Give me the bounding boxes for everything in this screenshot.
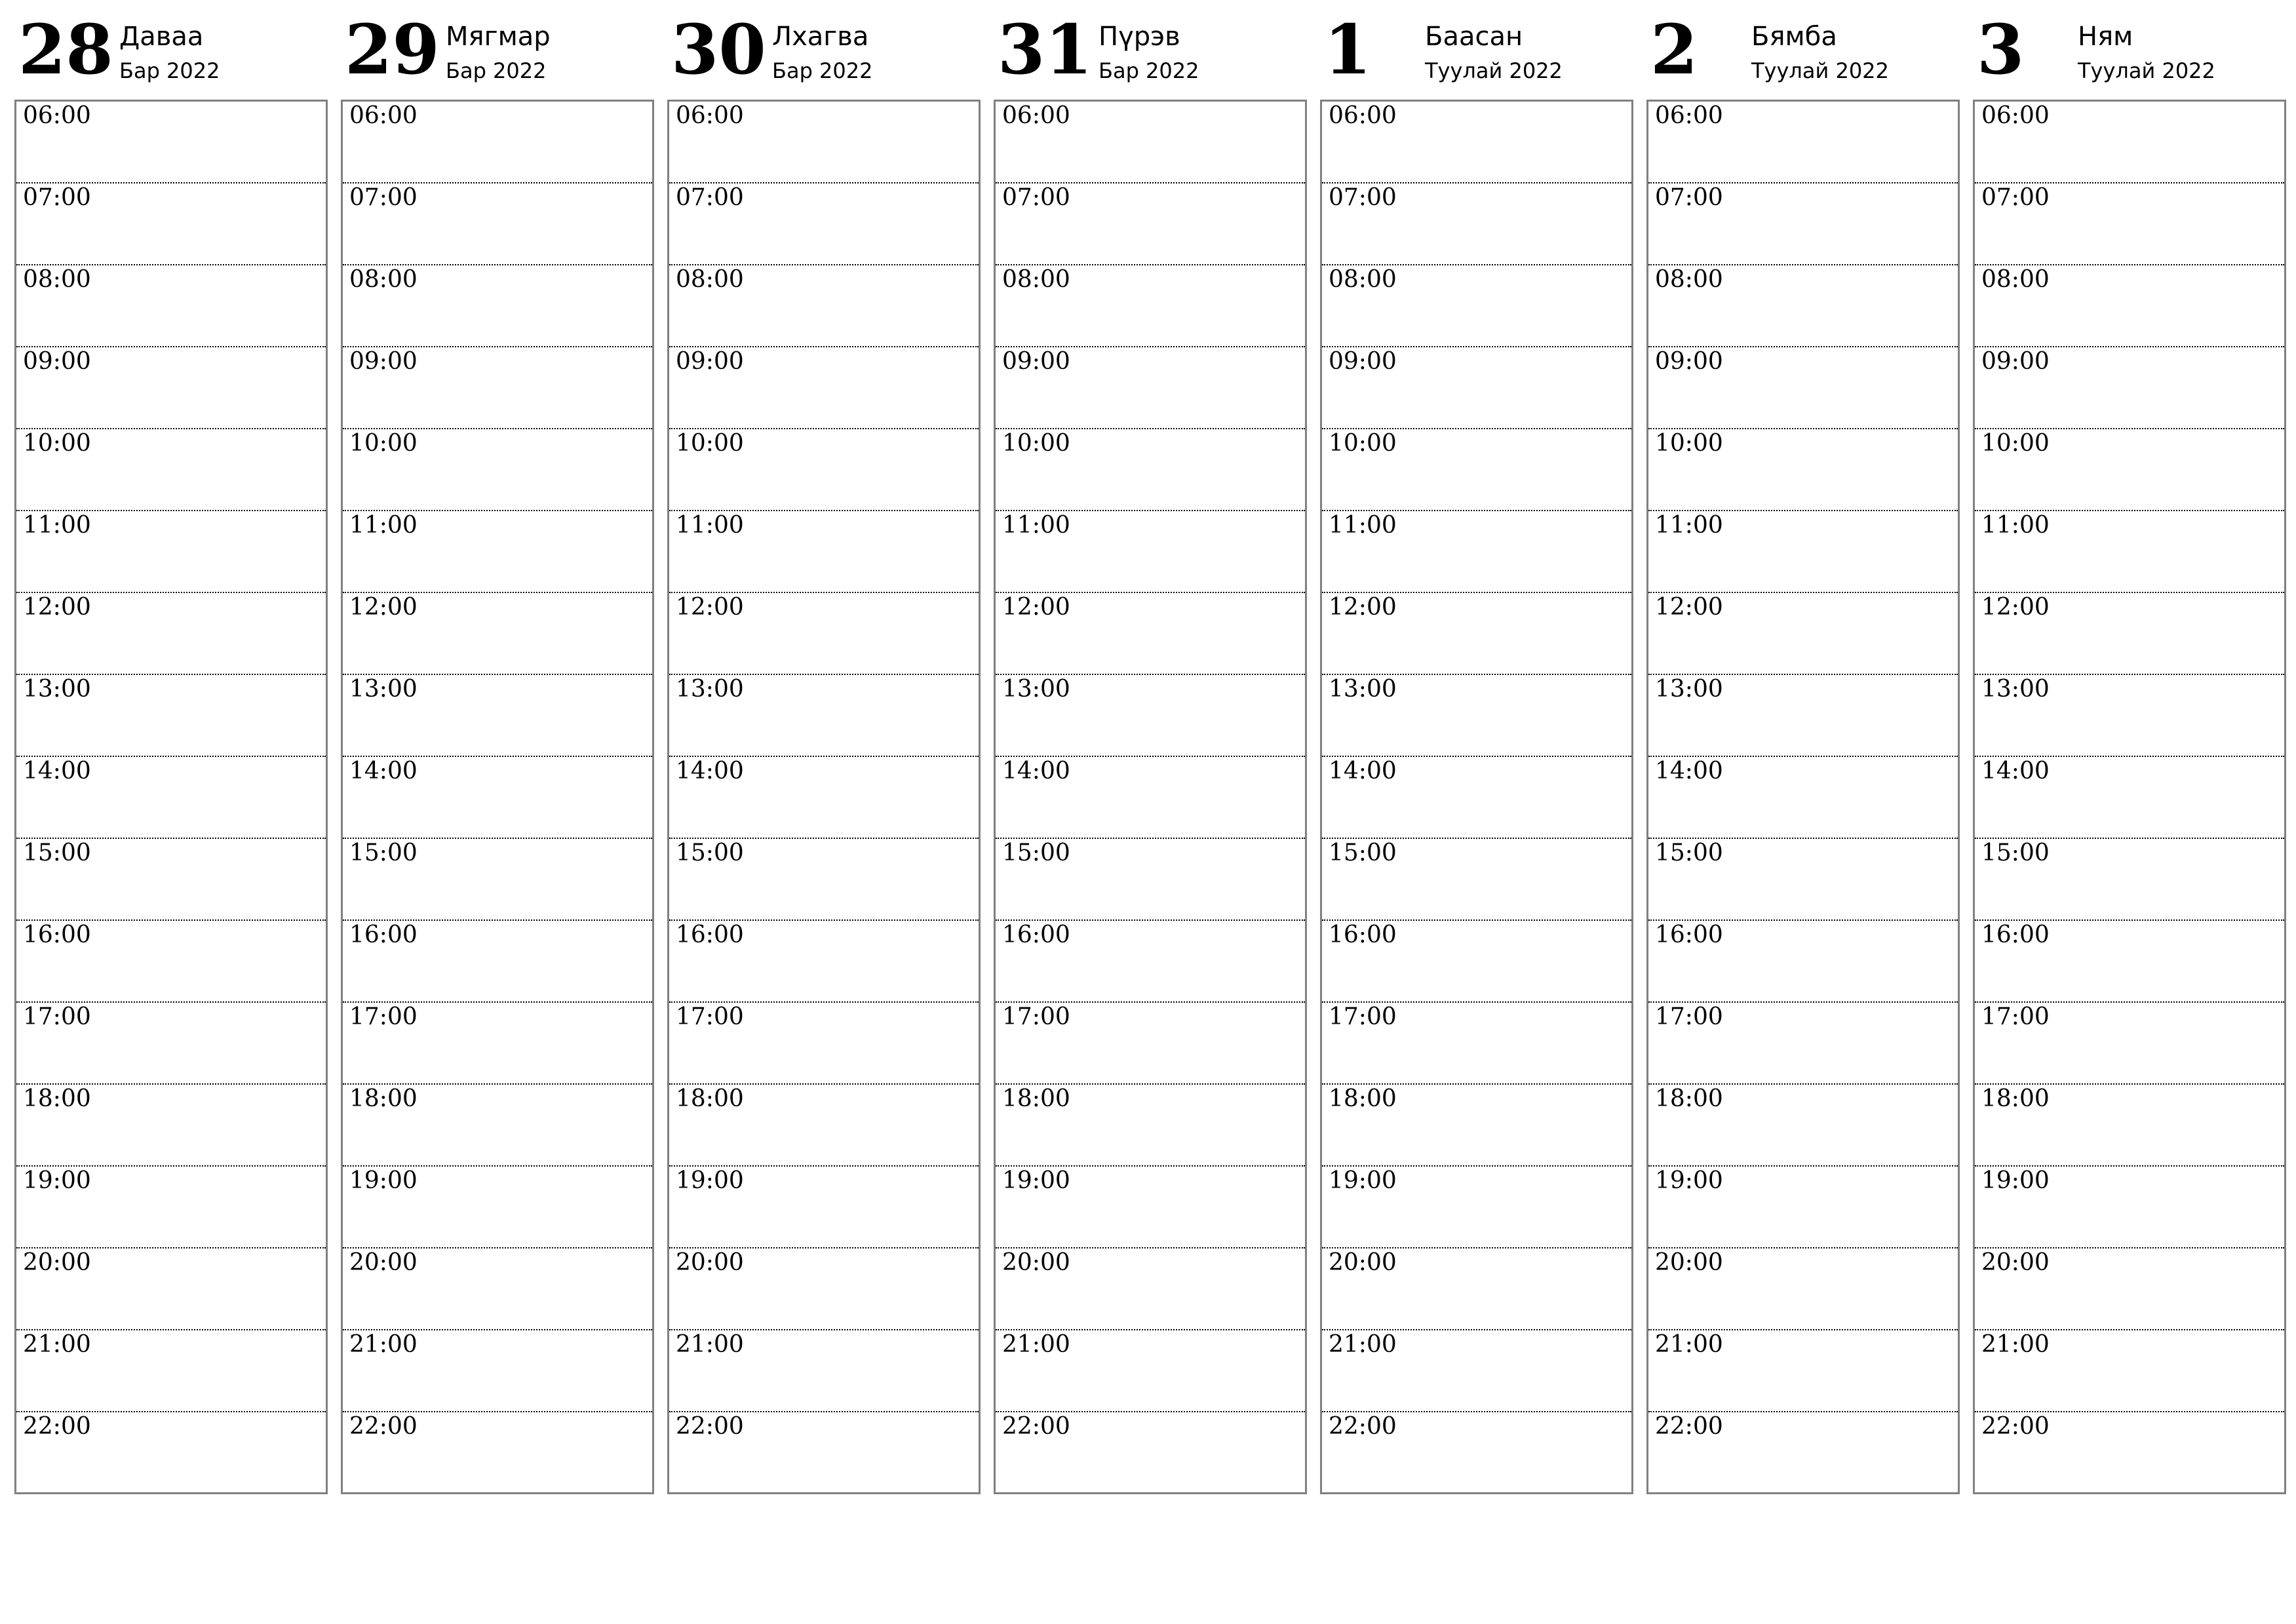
hour-slot[interactable] (1975, 593, 2284, 675)
hour-slot[interactable] (16, 1085, 326, 1167)
hour-label: 14:00 (1655, 758, 1723, 784)
hour-label: 11:00 (1329, 512, 1397, 539)
hour-slot[interactable] (1648, 265, 1958, 347)
hour-slot[interactable] (343, 184, 652, 265)
hour-slot[interactable] (343, 1412, 652, 1494)
hour-label: 07:00 (1329, 184, 1397, 211)
hour-slot[interactable] (1322, 921, 1631, 1003)
hour-label: 19:00 (676, 1167, 744, 1194)
hour-label: 21:00 (1655, 1331, 1723, 1358)
hour-label: 08:00 (1981, 266, 2050, 293)
hour-label: 14:00 (1329, 758, 1397, 784)
hour-slot[interactable] (1322, 1085, 1631, 1167)
day-name: Лхагва (772, 22, 869, 52)
hour-label: 09:00 (1981, 348, 2050, 375)
hour-label: 14:00 (1981, 758, 2050, 784)
month-year: Туулай 2022 (1425, 58, 1563, 83)
hour-label: 21:00 (349, 1331, 418, 1358)
hour-label: 15:00 (1329, 840, 1397, 866)
month-year: Бар 2022 (446, 58, 547, 83)
hour-slot[interactable] (669, 102, 979, 184)
hour-label: 19:00 (1329, 1167, 1397, 1194)
day-number: 29 (345, 9, 440, 90)
hour-label: 22:00 (349, 1413, 418, 1440)
day-name: Бямба (1751, 22, 1837, 52)
hour-label: 09:00 (349, 348, 418, 375)
hour-slot[interactable] (16, 1003, 326, 1085)
hour-slot[interactable] (343, 1167, 652, 1248)
day-number: 3 (1977, 9, 2025, 90)
hour-slot[interactable] (16, 1330, 326, 1412)
hour-label: 17:00 (1981, 1003, 2050, 1030)
hour-slot[interactable] (996, 1167, 1305, 1248)
hour-slot[interactable] (343, 593, 652, 675)
hour-label: 19:00 (1002, 1167, 1070, 1194)
hour-slot[interactable] (996, 347, 1305, 429)
hour-slot[interactable] (669, 1085, 979, 1167)
hour-slot[interactable] (1975, 102, 2284, 184)
hour-slot[interactable] (669, 511, 979, 593)
day-column (1320, 9, 1633, 1494)
month-year: Туулай 2022 (2078, 58, 2215, 83)
hour-label: 07:00 (1002, 184, 1070, 211)
hour-slot[interactable] (16, 1412, 326, 1494)
day-header (667, 9, 981, 100)
day-header (341, 9, 654, 100)
hour-label: 20:00 (23, 1249, 91, 1276)
hour-label: 22:00 (23, 1413, 91, 1440)
hour-slot[interactable] (1648, 102, 1958, 184)
day-column (994, 9, 1307, 1494)
hour-slot[interactable] (343, 1085, 652, 1167)
hour-slot[interactable] (1975, 839, 2284, 921)
hour-slot[interactable] (669, 265, 979, 347)
hour-label: 12:00 (1981, 594, 2050, 621)
hour-label: 16:00 (676, 921, 744, 948)
hour-slot[interactable] (1322, 1248, 1631, 1330)
hour-label: 09:00 (23, 348, 91, 375)
hour-label: 19:00 (1981, 1167, 2050, 1194)
hour-label: 16:00 (1329, 921, 1397, 948)
hour-slot[interactable] (1322, 1167, 1631, 1248)
hour-slot[interactable] (669, 1167, 979, 1248)
hour-slot[interactable] (1322, 593, 1631, 675)
hour-label: 09:00 (1655, 348, 1723, 375)
hour-slot[interactable] (996, 511, 1305, 593)
hour-label: 06:00 (1655, 102, 1723, 129)
day-header (14, 9, 328, 100)
hour-slot[interactable] (669, 184, 979, 265)
hour-label: 16:00 (1981, 921, 2050, 948)
hour-label: 22:00 (1981, 1413, 2050, 1440)
hour-label: 12:00 (1655, 594, 1723, 621)
hours-grid (341, 100, 654, 1494)
hour-label: 06:00 (676, 102, 744, 129)
hour-label: 18:00 (676, 1085, 744, 1112)
hour-label: 21:00 (1981, 1331, 2050, 1358)
hour-label: 13:00 (349, 676, 418, 703)
hour-slot[interactable] (996, 1085, 1305, 1167)
hour-label: 13:00 (1002, 676, 1070, 703)
hour-slot[interactable] (1322, 102, 1631, 184)
hour-slot[interactable] (1322, 347, 1631, 429)
hour-slot[interactable] (1975, 1412, 2284, 1494)
hours-grid (1320, 100, 1633, 1494)
hour-slot[interactable] (1975, 757, 2284, 839)
hour-label: 17:00 (349, 1003, 418, 1030)
hour-slot[interactable] (16, 102, 326, 184)
hour-slot[interactable] (1648, 1085, 1958, 1167)
hour-slot[interactable] (996, 184, 1305, 265)
hour-label: 13:00 (676, 676, 744, 703)
day-column (1646, 9, 1960, 1494)
day-name: Ням (2078, 22, 2133, 52)
hour-slot[interactable] (1648, 429, 1958, 511)
day-header (994, 9, 1307, 100)
hour-label: 17:00 (1002, 1003, 1070, 1030)
hour-label: 10:00 (23, 430, 91, 457)
hour-slot[interactable] (343, 1330, 652, 1412)
hour-label: 12:00 (23, 594, 91, 621)
hour-label: 11:00 (1002, 512, 1070, 539)
hour-slot[interactable] (16, 757, 326, 839)
hour-slot[interactable] (996, 593, 1305, 675)
hour-label: 14:00 (23, 758, 91, 784)
hour-label: 10:00 (1002, 430, 1070, 457)
hour-label: 08:00 (676, 266, 744, 293)
hour-slot[interactable] (1648, 839, 1958, 921)
hour-slot[interactable] (1322, 1330, 1631, 1412)
hour-label: 07:00 (1981, 184, 2050, 211)
day-name: Пүрэв (1099, 22, 1180, 52)
day-column (14, 9, 328, 1494)
hour-slot[interactable] (1322, 675, 1631, 757)
hour-label: 19:00 (23, 1167, 91, 1194)
hour-label: 17:00 (23, 1003, 91, 1030)
hour-label: 08:00 (1329, 266, 1397, 293)
hour-label: 09:00 (676, 348, 744, 375)
hour-label: 21:00 (23, 1331, 91, 1358)
hour-slot[interactable] (669, 1248, 979, 1330)
hour-slot[interactable] (16, 839, 326, 921)
hour-label: 06:00 (349, 102, 418, 129)
hour-label: 06:00 (1002, 102, 1070, 129)
hour-slot[interactable] (669, 1003, 979, 1085)
hour-label: 17:00 (1655, 1003, 1723, 1030)
hour-slot[interactable] (669, 1412, 979, 1494)
hour-slot[interactable] (343, 511, 652, 593)
hour-label: 17:00 (676, 1003, 744, 1030)
hour-slot[interactable] (343, 1003, 652, 1085)
hour-slot[interactable] (1322, 511, 1631, 593)
hour-slot[interactable] (669, 839, 979, 921)
day-header (1973, 9, 2286, 100)
hour-slot[interactable] (1975, 1330, 2284, 1412)
hour-label: 06:00 (1981, 102, 2050, 129)
hour-label: 20:00 (1655, 1249, 1723, 1276)
hour-slot[interactable] (1648, 757, 1958, 839)
hour-slot[interactable] (1648, 1330, 1958, 1412)
hour-slot[interactable] (996, 921, 1305, 1003)
hour-slot[interactable] (669, 429, 979, 511)
day-header (1646, 9, 1960, 100)
hour-slot[interactable] (996, 429, 1305, 511)
hour-slot[interactable] (996, 265, 1305, 347)
hour-slot[interactable] (1648, 1412, 1958, 1494)
hour-slot[interactable] (1322, 184, 1631, 265)
day-column (1973, 9, 2286, 1494)
hour-slot[interactable] (343, 757, 652, 839)
hour-slot[interactable] (16, 347, 326, 429)
hour-slot[interactable] (16, 1248, 326, 1330)
hour-label: 15:00 (23, 840, 91, 866)
day-column (341, 9, 654, 1494)
hour-slot[interactable] (1648, 511, 1958, 593)
hour-label: 19:00 (1655, 1167, 1723, 1194)
hour-label: 13:00 (1655, 676, 1723, 703)
hour-label: 13:00 (1329, 676, 1397, 703)
hour-slot[interactable] (16, 429, 326, 511)
hours-grid (667, 100, 981, 1494)
hour-slot[interactable] (16, 184, 326, 265)
hour-slot[interactable] (1975, 1167, 2284, 1248)
hour-slot[interactable] (1648, 1167, 1958, 1248)
day-name: Мягмар (446, 22, 551, 52)
hour-slot[interactable] (1975, 347, 2284, 429)
hour-label: 15:00 (1655, 840, 1723, 866)
hour-slot[interactable] (1648, 184, 1958, 265)
hour-label: 19:00 (349, 1167, 418, 1194)
hour-slot[interactable] (996, 1248, 1305, 1330)
hour-slot[interactable] (996, 675, 1305, 757)
hour-label: 08:00 (1655, 266, 1723, 293)
month-year: Туулай 2022 (1751, 58, 1889, 83)
hour-label: 08:00 (23, 266, 91, 293)
hour-slot[interactable] (996, 757, 1305, 839)
hour-slot[interactable] (1322, 1412, 1631, 1494)
hours-grid (1646, 100, 1960, 1494)
hour-slot[interactable] (1648, 1248, 1958, 1330)
hour-slot[interactable] (343, 347, 652, 429)
hour-label: 06:00 (1329, 102, 1397, 129)
weekly-planner (14, 9, 2286, 1494)
hour-slot[interactable] (1975, 921, 2284, 1003)
hour-label: 22:00 (676, 1413, 744, 1440)
hours-grid (14, 100, 328, 1494)
hour-slot[interactable] (996, 839, 1305, 921)
hour-label: 10:00 (1329, 430, 1397, 457)
day-name: Даваа (119, 22, 204, 52)
hour-label: 12:00 (1002, 594, 1070, 621)
hours-grid (994, 100, 1307, 1494)
hour-slot[interactable] (1975, 265, 2284, 347)
hour-label: 07:00 (23, 184, 91, 211)
hour-label: 20:00 (1981, 1249, 2050, 1276)
hour-slot[interactable] (16, 593, 326, 675)
hour-label: 17:00 (1329, 1003, 1397, 1030)
month-year: Бар 2022 (119, 58, 220, 83)
hour-label: 11:00 (1655, 512, 1723, 539)
hour-label: 20:00 (1329, 1249, 1397, 1276)
hour-label: 21:00 (1002, 1331, 1070, 1358)
hour-label: 13:00 (1981, 676, 2050, 703)
hour-slot[interactable] (669, 921, 979, 1003)
hour-slot[interactable] (16, 921, 326, 1003)
hour-slot[interactable] (1975, 184, 2284, 265)
hour-slot[interactable] (1648, 347, 1958, 429)
day-number: 30 (671, 9, 766, 90)
hour-label: 18:00 (1329, 1085, 1397, 1112)
hour-label: 07:00 (676, 184, 744, 211)
hour-slot[interactable] (1975, 1248, 2284, 1330)
hour-label: 15:00 (349, 840, 418, 866)
hour-slot[interactable] (343, 675, 652, 757)
hour-label: 15:00 (1002, 840, 1070, 866)
hour-label: 11:00 (1981, 512, 2050, 539)
hour-label: 15:00 (1981, 840, 2050, 866)
hour-label: 11:00 (676, 512, 744, 539)
hour-slot[interactable] (996, 1003, 1305, 1085)
hour-slot[interactable] (1322, 1003, 1631, 1085)
hour-slot[interactable] (996, 1412, 1305, 1494)
hour-slot[interactable] (1322, 429, 1631, 511)
hour-label: 21:00 (676, 1331, 744, 1358)
day-column (667, 9, 981, 1494)
day-number: 1 (1324, 9, 1372, 90)
hour-label: 20:00 (676, 1249, 744, 1276)
day-number: 28 (18, 9, 113, 90)
hour-slot[interactable] (343, 1248, 652, 1330)
hour-label: 20:00 (1002, 1249, 1070, 1276)
hour-label: 09:00 (1002, 348, 1070, 375)
hour-slot[interactable] (343, 921, 652, 1003)
hour-label: 12:00 (349, 594, 418, 621)
hour-label: 16:00 (1002, 921, 1070, 948)
hour-label: 12:00 (1329, 594, 1397, 621)
hour-label: 21:00 (1329, 1331, 1397, 1358)
hour-label: 15:00 (676, 840, 744, 866)
hour-label: 22:00 (1002, 1413, 1070, 1440)
hour-label: 14:00 (349, 758, 418, 784)
hour-slot[interactable] (1975, 511, 2284, 593)
hour-label: 07:00 (349, 184, 418, 211)
hour-label: 22:00 (1655, 1413, 1723, 1440)
month-year: Бар 2022 (1099, 58, 1199, 83)
hour-slot[interactable] (669, 1330, 979, 1412)
hour-slot[interactable] (1975, 675, 2284, 757)
hour-slot[interactable] (343, 102, 652, 184)
hour-label: 07:00 (1655, 184, 1723, 211)
hour-slot[interactable] (1648, 593, 1958, 675)
hour-label: 16:00 (1655, 921, 1723, 948)
hour-label: 10:00 (676, 430, 744, 457)
hour-slot[interactable] (1975, 1085, 2284, 1167)
hour-label: 18:00 (1655, 1085, 1723, 1112)
hour-label: 18:00 (1002, 1085, 1070, 1112)
hours-grid (1973, 100, 2286, 1494)
hour-slot[interactable] (16, 675, 326, 757)
hour-slot[interactable] (1322, 265, 1631, 347)
hour-label: 08:00 (349, 266, 418, 293)
hour-slot[interactable] (16, 265, 326, 347)
hour-label: 13:00 (23, 676, 91, 703)
hour-slot[interactable] (1322, 757, 1631, 839)
hour-label: 09:00 (1329, 348, 1397, 375)
month-year: Бар 2022 (772, 58, 873, 83)
hour-slot[interactable] (669, 593, 979, 675)
hour-label: 14:00 (1002, 758, 1070, 784)
hour-label: 14:00 (676, 758, 744, 784)
hour-label: 18:00 (349, 1085, 418, 1112)
hour-label: 22:00 (1329, 1413, 1397, 1440)
hour-slot[interactable] (16, 1167, 326, 1248)
hour-label: 10:00 (1655, 430, 1723, 457)
hour-slot[interactable] (996, 1330, 1305, 1412)
hour-label: 18:00 (1981, 1085, 2050, 1112)
hour-slot[interactable] (996, 102, 1305, 184)
hour-slot[interactable] (1975, 1003, 2284, 1085)
hour-slot[interactable] (669, 675, 979, 757)
day-number: 31 (998, 9, 1093, 90)
hour-slot[interactable] (669, 757, 979, 839)
day-number: 2 (1650, 9, 1698, 90)
hour-label: 16:00 (349, 921, 418, 948)
hour-slot[interactable] (343, 429, 652, 511)
hour-slot[interactable] (1648, 675, 1958, 757)
hour-label: 18:00 (23, 1085, 91, 1112)
hour-slot[interactable] (1975, 429, 2284, 511)
day-name: Баасан (1425, 22, 1523, 52)
hour-label: 20:00 (349, 1249, 418, 1276)
hour-slot[interactable] (669, 347, 979, 429)
hour-slot[interactable] (1648, 1003, 1958, 1085)
hour-label: 11:00 (23, 512, 91, 539)
hour-label: 08:00 (1002, 266, 1070, 293)
hour-slot[interactable] (343, 839, 652, 921)
hour-slot[interactable] (1648, 921, 1958, 1003)
hour-label: 10:00 (349, 430, 418, 457)
hour-label: 10:00 (1981, 430, 2050, 457)
hour-label: 16:00 (23, 921, 91, 948)
hour-label: 12:00 (676, 594, 744, 621)
hour-label: 06:00 (23, 102, 91, 129)
hour-slot[interactable] (343, 265, 652, 347)
hour-slot[interactable] (16, 511, 326, 593)
day-header (1320, 9, 1633, 100)
hour-slot[interactable] (1322, 839, 1631, 921)
hour-label: 11:00 (349, 512, 418, 539)
